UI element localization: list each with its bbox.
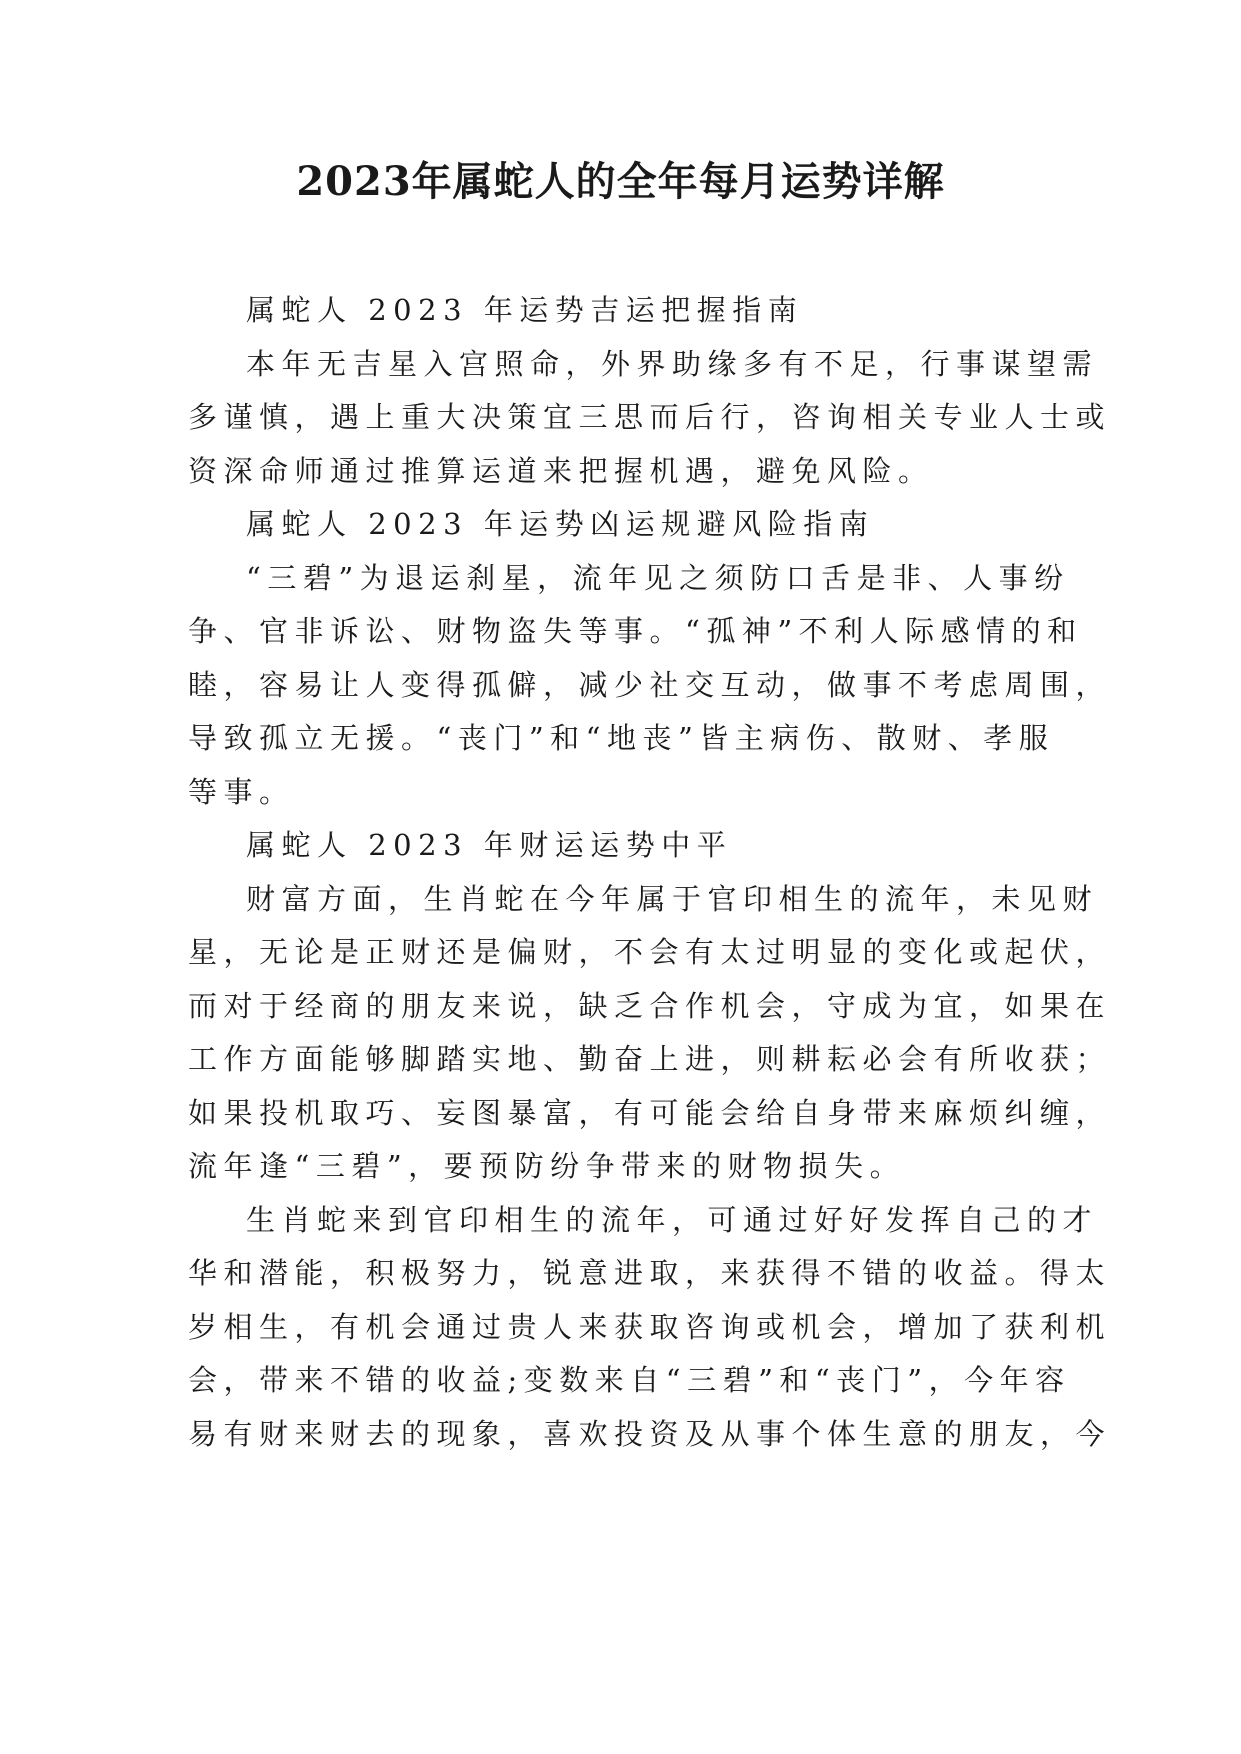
text-line: 岁相生，有机会通过贵人来获取咨询或机会，增加了获利机 — [188, 1309, 1112, 1344]
text-line: 多谨慎，遇上重大决策宜三思而后行，咨询相关专业人士或 — [188, 400, 1112, 434]
text-line: 会，带来不错的收益;变数来自“三碧”和“丧门”，今年容 — [188, 1363, 1071, 1397]
text-line: 工作方面能够脚踏实地、勤奋上进，则耕耘必会有所收获； — [188, 1042, 1112, 1076]
text-line: 属蛇人 2023 年运势吉运把握指南 — [246, 293, 804, 327]
body-paragraph — [188, 1194, 1112, 1462]
text-line: 属蛇人 2023 年财运运势中平 — [246, 828, 733, 862]
document-body — [188, 284, 1112, 1461]
text-line: 如果投机取巧、妄图暴富，有可能会给自身带来麻烦纠缠， — [188, 1095, 1112, 1130]
section-heading — [188, 284, 1054, 338]
body-paragraph — [188, 338, 1112, 499]
section-heading — [188, 498, 1054, 552]
text-line: 星，无论是正财还是偏财，不会有太过明显的变化或起伏， — [188, 935, 1112, 969]
text-line: 易有财来财去的现象，喜欢投资及从事个体生意的朋友，今 — [188, 1416, 1112, 1451]
text-line: 等事。 — [188, 774, 295, 809]
text-line: 资深命师通过推算运道来把握机遇，避免风险。 — [188, 453, 934, 488]
text-line: 财富方面，生肖蛇在今年属于官印相生的流年，未见财 — [246, 881, 1099, 916]
text-line: 争、官非诉讼、财物盗失等事。“孤神”不利人际感情的和 — [188, 614, 1083, 648]
text-line: 而对于经商的朋友来说，缺乏合作机会，守成为宜，如果在 — [188, 988, 1112, 1023]
text-line: 睦，容易让人变得孤僻，减少社交互动，做事不考虑周围， — [188, 667, 1112, 702]
text-line: 流年逢“三碧”，要预防纷争带来的财物损失。 — [188, 1149, 906, 1183]
text-line: 属蛇人 2023 年运势凶运规避风险指南 — [246, 507, 875, 541]
text-line: 导致孤立无援。“丧门”和“地丧”皆主病伤、散财、孝服 — [188, 721, 1055, 755]
text-line: “三碧”为退运刹星，流年见之须防口舌是非、人事纷 — [246, 560, 1070, 595]
text-line: 华和潜能，积极努力，锐意进取，来获得不错的收益。得太 — [188, 1256, 1112, 1290]
document-title: 2023年属蛇人的全年每月运势详解 — [296, 158, 945, 205]
section-heading — [188, 819, 1054, 873]
body-paragraph — [188, 552, 1112, 820]
text-line: 生肖蛇来到官印相生的流年，可通过好好发挥自己的才 — [246, 1202, 1099, 1237]
text-line: 本年无吉星入宫照命，外界助缘多有不足，行事谋望需 — [246, 346, 1099, 381]
body-paragraph — [188, 873, 1112, 1194]
